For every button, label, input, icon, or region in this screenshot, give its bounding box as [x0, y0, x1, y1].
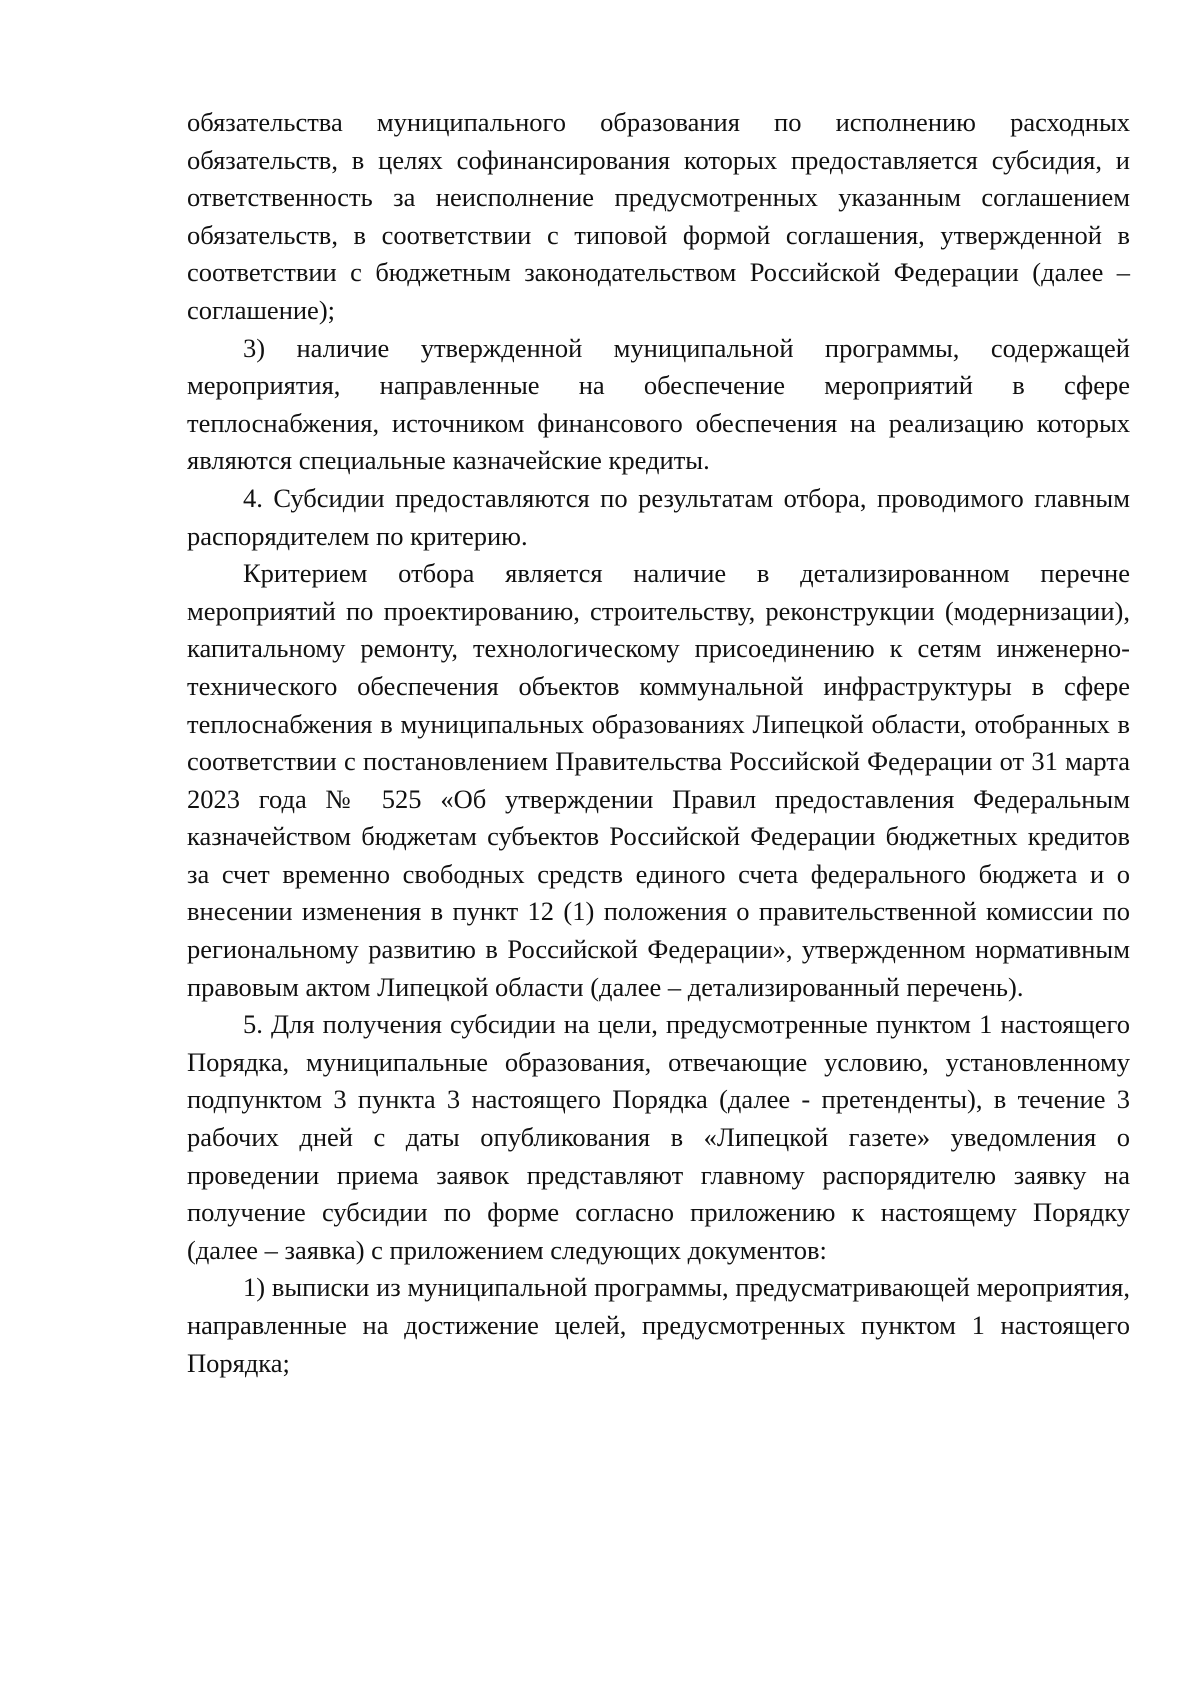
- document-page: [187, 104, 1130, 1382]
- paragraph-subitem-1: 1) выписки из муниципальной программы, предусматривающей мероприятия, направленные на достижение целей, предусмотренных пунктом 1 настоящего Порядка;: [187, 1272, 1130, 1378]
- paragraph-item-5: 5. Для получения субсидии на цели, предусмотренные пунктом 1 настоящего Порядка, муниципальные образования, отвечающие условию, установленному подпунктом 3 пункта 3 настоящего Порядка (далее - претенденты), в течение 3 рабочих дней с даты опубликования в «Липецкой газете» уведомления о проведении приема заявок представляют главному распорядителю заявку на получение субсидии по форме согласно приложению к настоящему Порядку (далее – заявка) с приложением следующих документов:: [187, 1009, 1130, 1265]
- paragraph-selection-criterion: Критерием отбора является наличие в детализированном перечне мероприятий по проектированию, строительству, реконструкции (модернизации), капитальному ремонту, технологическому присоединению к сетям инженерно-технического обеспечения объектов коммунальной инфраструктуры в сфере теплоснабжения в муниципальных образованиях Липецкой области, отобранных в соответствии с постановлением Правительства Российской Федерации от 31 марта 2023 года № 525 «Об утверждении Правил предоставления Федеральным казначейством бюджетам субъектов Российской Федерации бюджетных кредитов за счет временно свободных средств единого счета федерального бюджета и о внесении изменения в пункт 12 (1) положения о правительственной комиссии по региональному развитию в Российской Федерации», утвержденном нормативным правовым актом Липецкой области (далее – детализированный перечень).: [187, 558, 1130, 1002]
- paragraph-condition-3: 3) наличие утвержденной муниципальной программы, содержащей мероприятия, направленные на обеспечение мероприятий в сфере теплоснабжения, источником финансового обеспечения на реализацию которых являются специальные казначейские кредиты.: [187, 332, 1130, 476]
- paragraph-agreement-obligations: обязательства муниципального образования по исполнению расходных обязательств, в целях софинансирования которых предоставляется субсидия, и ответственность за неисполнение предусмотренных указанным соглашением обязательств, в соответствии с типовой формой соглашения, утвержденной в соответствии с бюджетным законодательством Российской Федерации (далее – соглашение);: [187, 107, 1130, 325]
- paragraph-item-4: 4. Субсидии предоставляются по результатам отбора, проводимого главным распорядителем по критерию.: [187, 482, 1130, 551]
